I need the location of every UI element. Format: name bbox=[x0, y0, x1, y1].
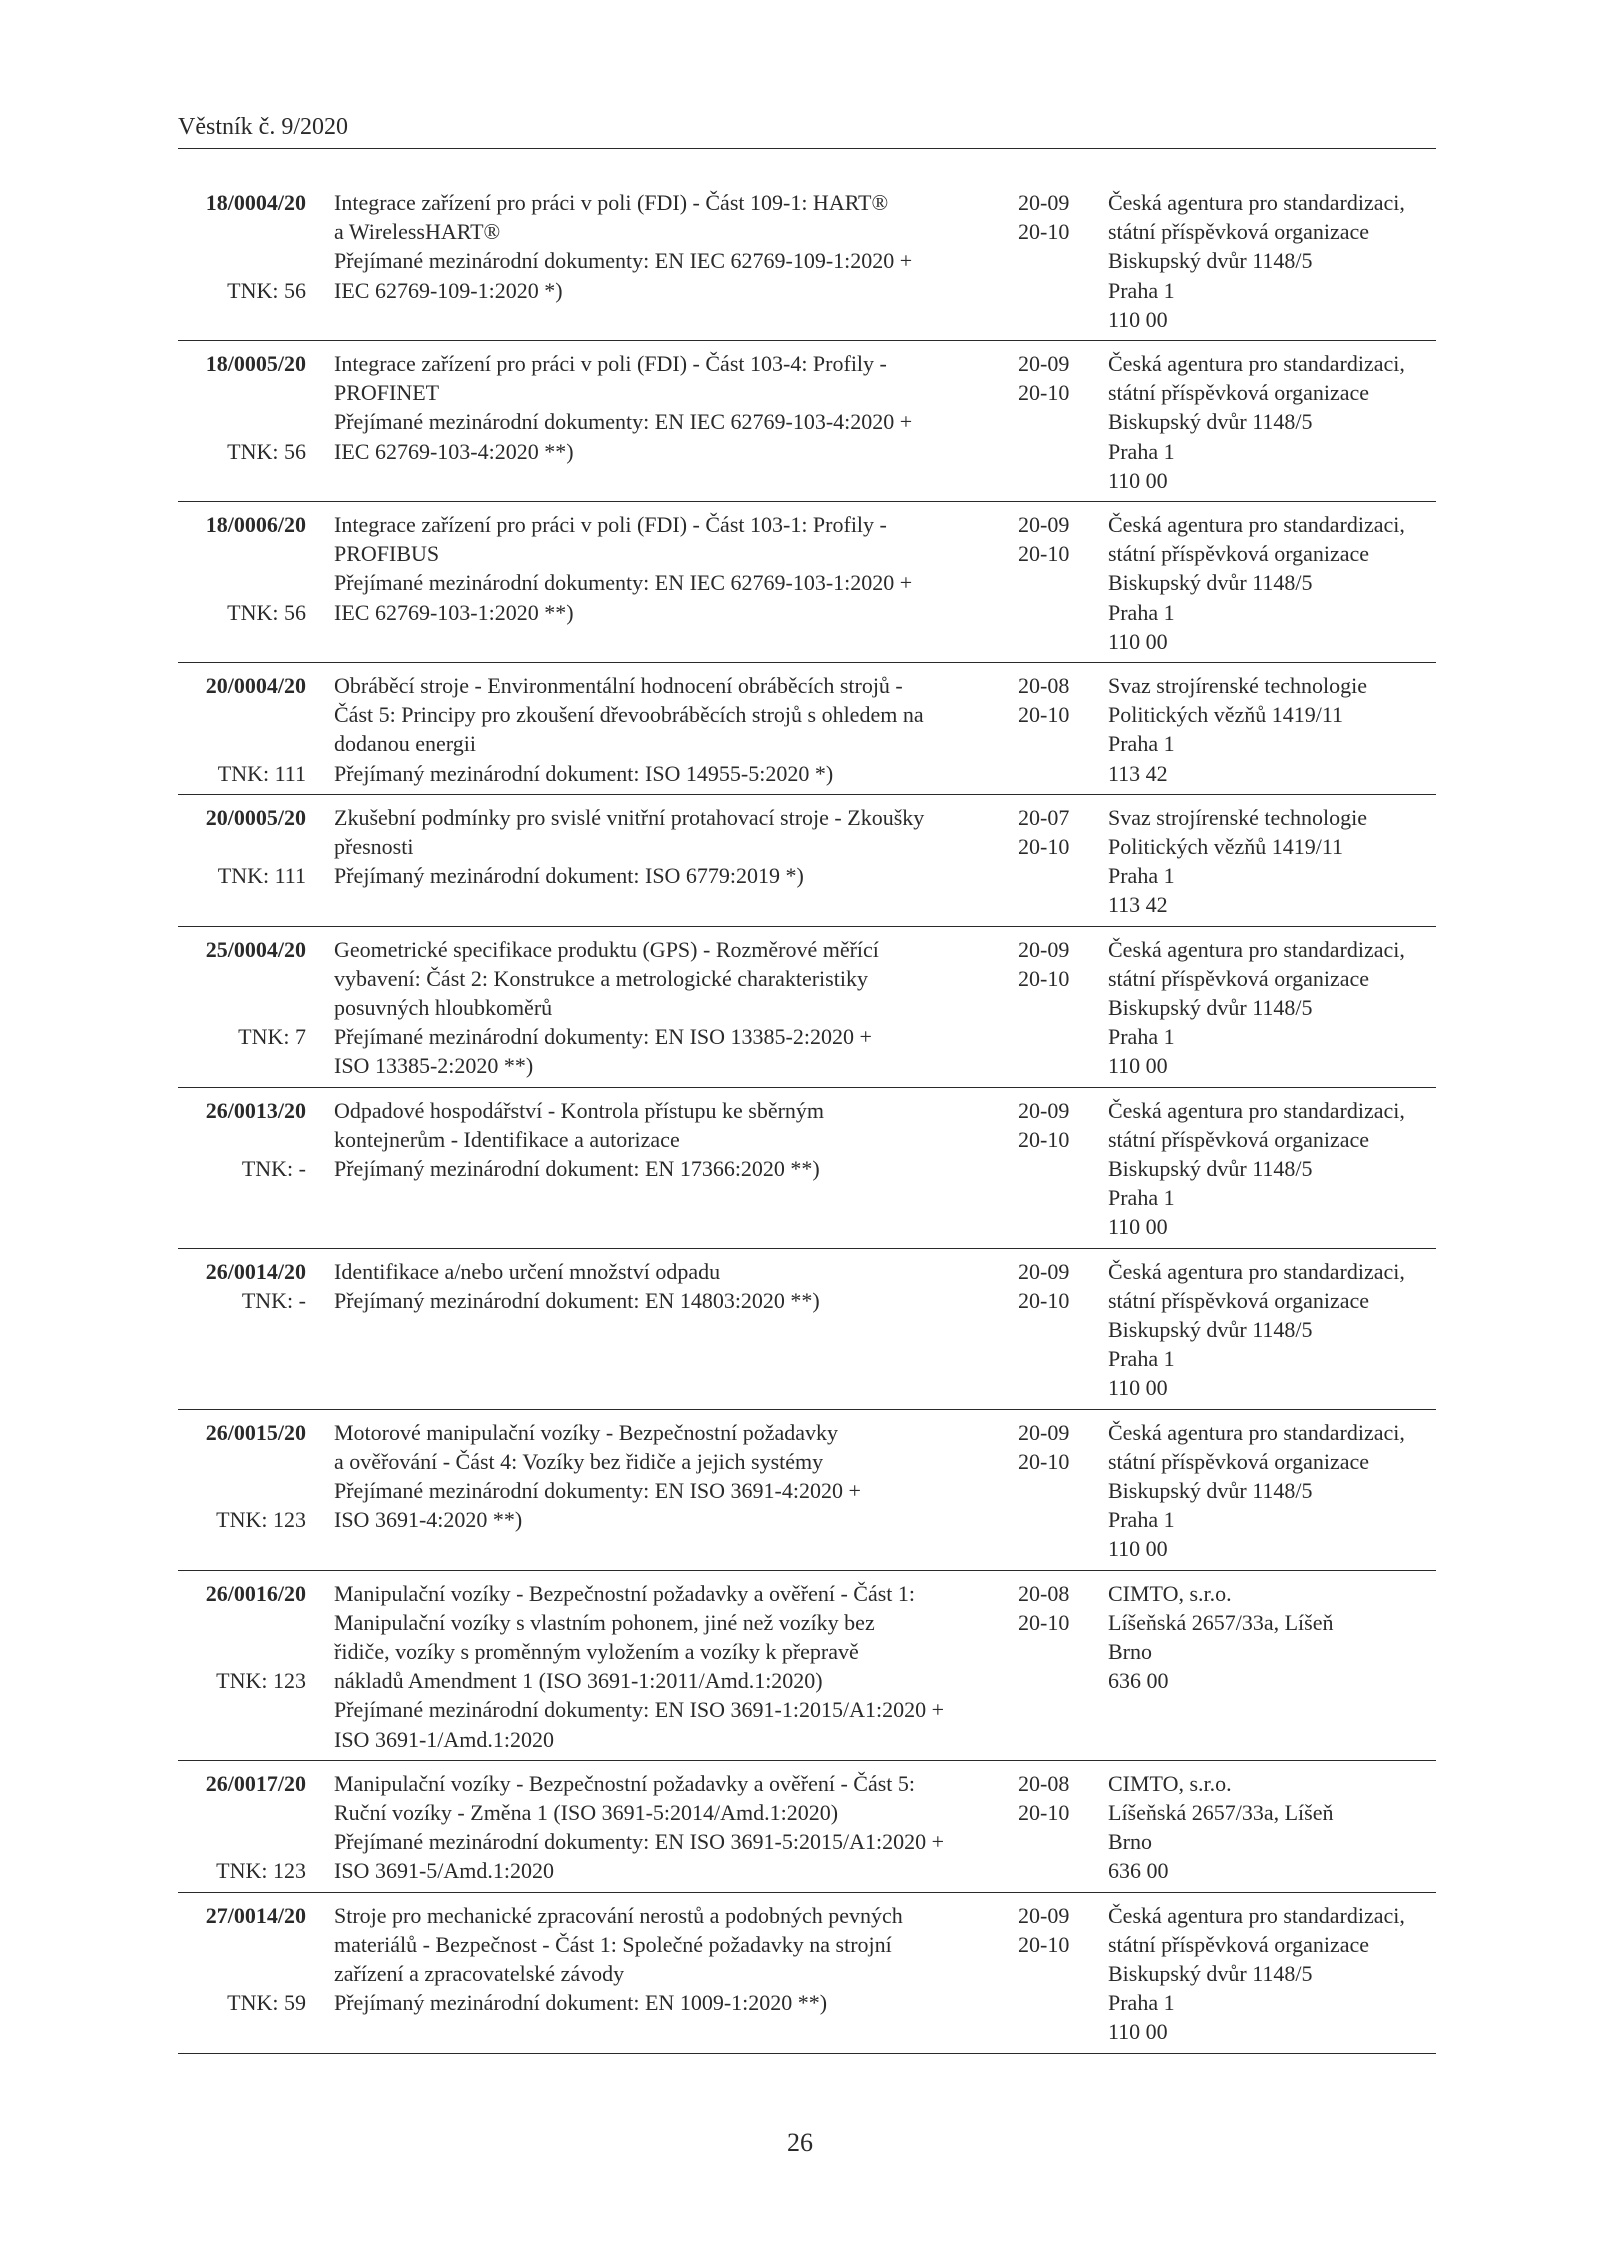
tnk-label: TNK: - bbox=[241, 1287, 306, 1313]
title-line: Přejímané mezinárodní dokumenty: EN ISO 13385-2:2020 + bbox=[334, 1024, 872, 1050]
standard-title bbox=[334, 349, 1004, 466]
standard-title bbox=[334, 510, 1004, 627]
org-line: státní příspěvková organizace bbox=[1108, 541, 1370, 567]
standard-code: 18/0006/20 bbox=[205, 512, 306, 537]
org-line: Česká agentura pro standardizaci, bbox=[1108, 1258, 1405, 1284]
date-value: 20-10 bbox=[1018, 965, 1070, 991]
organization-address bbox=[1108, 1901, 1438, 2047]
title-line: IEC 62769-103-1:2020 **) bbox=[334, 599, 574, 625]
org-line: Líšeňská 2657/33a, Líšeň bbox=[1108, 1609, 1334, 1635]
table-row bbox=[178, 671, 1436, 795]
organization-address bbox=[1108, 188, 1438, 334]
title-line: nákladů Amendment 1 (ISO 3691-1:2011/Amd.1:2020) bbox=[334, 1668, 823, 1694]
standard-code: 26/0015/20 bbox=[205, 1419, 306, 1445]
title-line: Integrace zařízení pro práci v poli (FDI) - Část 103-4: Profily - bbox=[334, 351, 887, 376]
title-line: Zkušební podmínky pro svislé vnitřní protahovací stroje - Zkoušky bbox=[334, 804, 925, 830]
title-line: PROFIBUS bbox=[334, 541, 440, 567]
title-line: Identifikace a/nebo určení množství odpadu bbox=[334, 1258, 721, 1284]
org-line: Česká agentura pro standardizaci, bbox=[1108, 1902, 1405, 1928]
org-line: Biskupský dvůr 1148/5 bbox=[1108, 1960, 1313, 1986]
title-line: Obráběcí stroje - Environmentální hodnocení obráběcích strojů - bbox=[334, 673, 903, 698]
org-line: 110 00 bbox=[1108, 1536, 1168, 1562]
dates bbox=[1018, 1579, 1088, 1637]
title-line: PROFINET bbox=[334, 380, 440, 406]
date-value: 20-10 bbox=[1018, 1287, 1070, 1313]
standard-title bbox=[334, 935, 1004, 1081]
title-line: kontejnerům - Identifikace a autorizace bbox=[334, 1126, 680, 1152]
org-line: 110 00 bbox=[1108, 306, 1168, 332]
org-line: 636 00 bbox=[1108, 1858, 1169, 1884]
table-row bbox=[178, 1418, 1436, 1571]
org-line: 110 00 bbox=[1108, 628, 1168, 654]
page-number: 26 bbox=[787, 2128, 813, 2157]
org-line: státní příspěvková organizace bbox=[1108, 965, 1370, 991]
table-row bbox=[178, 1769, 1436, 1893]
tnk-label: TNK: - bbox=[241, 1155, 306, 1181]
table-row bbox=[178, 1257, 1436, 1410]
title-line: Přejímaný mezinárodní dokument: ISO 6779:2019 *) bbox=[334, 863, 804, 889]
organization-address bbox=[1108, 1769, 1438, 1886]
date-value: 20-07 bbox=[1018, 804, 1070, 830]
title-line: Přejímané mezinárodní dokumenty: EN ISO 3691-5:2015/A1:2020 + bbox=[334, 1829, 944, 1855]
org-line: státní příspěvková organizace bbox=[1108, 380, 1370, 406]
org-line: 110 00 bbox=[1108, 2019, 1168, 2045]
org-line: Biskupský dvůr 1148/5 bbox=[1108, 1156, 1313, 1181]
row-identifier bbox=[178, 935, 306, 1087]
date-value: 20-10 bbox=[1018, 541, 1070, 567]
org-line: CIMTO, s.r.o. bbox=[1108, 1580, 1232, 1606]
title-line: Geometrické specifikace produktu (GPS) - Rozměrové měřící bbox=[334, 936, 879, 962]
org-line: státní příspěvková organizace bbox=[1108, 219, 1370, 245]
row-identifier bbox=[178, 1769, 306, 1892]
standard-code: 20/0005/20 bbox=[205, 804, 306, 830]
dates bbox=[1018, 1418, 1088, 1476]
dates bbox=[1018, 935, 1088, 993]
org-line: státní příspěvková organizace bbox=[1108, 1287, 1370, 1313]
org-line: Praha 1 bbox=[1108, 863, 1175, 889]
date-value: 20-10 bbox=[1018, 219, 1070, 245]
date-value: 20-09 bbox=[1018, 1097, 1070, 1123]
org-line: státní příspěvková organizace bbox=[1108, 1448, 1370, 1474]
org-line: Brno bbox=[1108, 1829, 1152, 1855]
org-line: Biskupský dvůr 1148/5 bbox=[1108, 409, 1313, 435]
page-header bbox=[178, 112, 1436, 149]
title-line: Přejímaný mezinárodní dokument: ISO 14955-5:2020 *) bbox=[334, 760, 834, 786]
date-value: 20-10 bbox=[1018, 380, 1070, 406]
date-value: 20-09 bbox=[1018, 351, 1070, 376]
org-line: Brno bbox=[1108, 1639, 1152, 1664]
standards-table bbox=[178, 188, 1436, 2062]
row-identifier bbox=[178, 1579, 306, 1760]
date-value: 20-08 bbox=[1018, 673, 1070, 698]
organization-address bbox=[1108, 349, 1438, 495]
date-value: 20-09 bbox=[1018, 190, 1070, 215]
title-line: IEC 62769-103-4:2020 **) bbox=[334, 438, 574, 464]
dates bbox=[1018, 1096, 1088, 1154]
org-line: Biskupský dvůr 1148/5 bbox=[1108, 1317, 1313, 1342]
org-line: Praha 1 bbox=[1108, 277, 1175, 303]
title-line: ISO 3691-4:2020 **) bbox=[334, 1507, 523, 1533]
table-row bbox=[178, 803, 1436, 927]
date-value: 20-09 bbox=[1018, 1902, 1070, 1928]
table-row bbox=[178, 1579, 1436, 1761]
tnk-label: TNK: 111 bbox=[217, 863, 306, 889]
dates bbox=[1018, 510, 1088, 568]
org-line: 110 00 bbox=[1108, 1214, 1168, 1240]
tnk-label: TNK: 56 bbox=[227, 277, 306, 303]
table-row bbox=[178, 349, 1436, 502]
org-line: 110 00 bbox=[1108, 467, 1168, 493]
org-line: Praha 1 bbox=[1108, 731, 1175, 757]
date-value: 20-09 bbox=[1018, 512, 1070, 537]
row-identifier bbox=[178, 1901, 306, 2053]
tnk-label: TNK: 7 bbox=[238, 1024, 306, 1050]
title-line: Manipulační vozíky - Bezpečnostní požadavky a ověření - Část 5: bbox=[334, 1770, 915, 1796]
standard-code: 26/0016/20 bbox=[205, 1580, 306, 1606]
standard-title bbox=[334, 803, 1004, 891]
title-line: ISO 3691-5/Amd.1:2020 bbox=[334, 1858, 554, 1884]
tnk-label: TNK: 123 bbox=[216, 1858, 306, 1884]
title-line: Manipulační vozíky s vlastním pohonem, jiné než vozíky bez bbox=[334, 1609, 875, 1635]
standard-code: 26/0014/20 bbox=[205, 1258, 306, 1284]
organization-address bbox=[1108, 510, 1438, 656]
tnk-label: TNK: 59 bbox=[227, 1990, 306, 2016]
standard-title bbox=[334, 671, 1004, 788]
standard-title bbox=[334, 1901, 1004, 2018]
date-value: 20-10 bbox=[1018, 1931, 1070, 1957]
date-value: 20-09 bbox=[1018, 1258, 1070, 1284]
standard-code: 27/0014/20 bbox=[205, 1902, 306, 1928]
org-line: Česká agentura pro standardizaci, bbox=[1108, 190, 1405, 215]
org-line: státní příspěvková organizace bbox=[1108, 1931, 1370, 1957]
date-value: 20-10 bbox=[1018, 1609, 1070, 1635]
organization-address bbox=[1108, 1096, 1438, 1242]
standard-title bbox=[334, 1579, 1004, 1754]
row-identifier bbox=[178, 510, 306, 662]
org-line: Praha 1 bbox=[1108, 1024, 1175, 1050]
org-line: Biskupský dvůr 1148/5 bbox=[1108, 1478, 1313, 1503]
table-row bbox=[178, 510, 1436, 663]
tnk-label: TNK: 56 bbox=[227, 599, 306, 625]
org-line: Praha 1 bbox=[1108, 1507, 1175, 1533]
org-line: Líšeňská 2657/33a, Líšeň bbox=[1108, 1799, 1334, 1825]
title-line: Přejímaný mezinárodní dokument: EN 17366:2020 **) bbox=[334, 1156, 820, 1181]
title-line: Motorové manipulační vozíky - Bezpečnostní požadavky bbox=[334, 1419, 839, 1445]
org-line: 113 42 bbox=[1108, 760, 1168, 786]
standard-code: 25/0004/20 bbox=[205, 936, 306, 962]
org-line: Biskupský dvůr 1148/5 bbox=[1108, 570, 1313, 596]
org-line: Praha 1 bbox=[1108, 438, 1175, 464]
title-line: řidiče, vozíky s proměnným vyložením a vozíky k přepravě bbox=[334, 1639, 859, 1664]
title-line: Stroje pro mechanické zpracování nerostů a podobných pevných bbox=[334, 1902, 903, 1928]
title-line: Přejímaný mezinárodní dokument: EN 1009-1:2020 **) bbox=[334, 1990, 828, 2016]
dates bbox=[1018, 1257, 1088, 1315]
standard-title bbox=[334, 1418, 1004, 1535]
table-row bbox=[178, 935, 1436, 1088]
org-line: Praha 1 bbox=[1108, 599, 1175, 625]
tnk-label: TNK: 123 bbox=[216, 1668, 306, 1694]
title-line: přesnosti bbox=[334, 834, 414, 859]
title-line: dodanou energii bbox=[334, 731, 476, 757]
standard-code: 20/0004/20 bbox=[205, 673, 306, 698]
table-row bbox=[178, 188, 1436, 341]
org-line: Svaz strojírenské technologie bbox=[1108, 673, 1368, 698]
org-line: Svaz strojírenské technologie bbox=[1108, 804, 1368, 830]
title-line: posuvných hloubkoměrů bbox=[334, 995, 553, 1020]
standard-code: 18/0004/20 bbox=[205, 190, 306, 215]
date-value: 20-09 bbox=[1018, 1419, 1070, 1445]
row-identifier bbox=[178, 1257, 306, 1409]
org-line: 110 00 bbox=[1108, 1053, 1168, 1079]
standard-title bbox=[334, 188, 1004, 305]
title-line: ISO 3691-1/Amd.1:2020 bbox=[334, 1726, 554, 1752]
organization-address bbox=[1108, 1418, 1438, 1564]
date-value: 20-10 bbox=[1018, 834, 1070, 859]
standard-code: 26/0017/20 bbox=[205, 1770, 306, 1796]
title-line: a WirelessHART® bbox=[334, 219, 501, 245]
title-line: ISO 13385-2:2020 **) bbox=[334, 1053, 534, 1079]
org-line: Politických vězňů 1419/11 bbox=[1108, 834, 1344, 859]
org-line: Biskupský dvůr 1148/5 bbox=[1108, 248, 1313, 274]
standard-title bbox=[334, 1257, 1004, 1315]
table-row bbox=[178, 1096, 1436, 1249]
organization-address bbox=[1108, 1257, 1438, 1403]
organization-address bbox=[1108, 671, 1438, 788]
title-line: Přejímané mezinárodní dokumenty: EN IEC 62769-109-1:2020 + bbox=[334, 248, 913, 274]
organization-address bbox=[1108, 1579, 1438, 1696]
title-line: Integrace zařízení pro práci v poli (FDI) - Část 109-1: HART® bbox=[334, 190, 889, 215]
dates bbox=[1018, 1901, 1088, 1959]
title-line: Ruční vozíky - Změna 1 (ISO 3691-5:2014/Amd.1:2020) bbox=[334, 1799, 839, 1825]
date-value: 20-09 bbox=[1018, 936, 1070, 962]
table-row bbox=[178, 1901, 1436, 2054]
date-value: 20-10 bbox=[1018, 1799, 1070, 1825]
org-line: 636 00 bbox=[1108, 1668, 1169, 1694]
org-line: Česká agentura pro standardizaci, bbox=[1108, 1419, 1405, 1445]
dates bbox=[1018, 188, 1088, 246]
org-line: Praha 1 bbox=[1108, 1346, 1175, 1372]
org-line: státní příspěvková organizace bbox=[1108, 1126, 1370, 1152]
title-line: a ověřování - Část 4: Vozíky bez řidiče a jejich systémy bbox=[334, 1448, 824, 1474]
row-identifier bbox=[178, 1418, 306, 1570]
standard-code: 26/0013/20 bbox=[205, 1097, 306, 1123]
organization-address bbox=[1108, 935, 1438, 1081]
organization-address bbox=[1108, 803, 1438, 920]
date-value: 20-10 bbox=[1018, 1448, 1070, 1474]
date-value: 20-08 bbox=[1018, 1770, 1070, 1796]
org-line: Politických vězňů 1419/11 bbox=[1108, 702, 1344, 728]
title-line: Manipulační vozíky - Bezpečnostní požadavky a ověření - Část 1: bbox=[334, 1580, 915, 1606]
org-line: Česká agentura pro standardizaci, bbox=[1108, 936, 1405, 962]
dates bbox=[1018, 671, 1088, 729]
org-line: 110 00 bbox=[1108, 1375, 1168, 1401]
org-line: 113 42 bbox=[1108, 892, 1168, 918]
journal-title: Věstník č. 9/2020 bbox=[178, 114, 348, 140]
title-line: IEC 62769-109-1:2020 *) bbox=[334, 277, 563, 303]
title-line: zařízení a zpracovatelské závody bbox=[334, 1960, 625, 1986]
org-line: Česká agentura pro standardizaci, bbox=[1108, 1097, 1405, 1123]
title-line: Přejímaný mezinárodní dokument: EN 14803:2020 **) bbox=[334, 1287, 820, 1313]
row-identifier bbox=[178, 188, 306, 340]
tnk-label: TNK: 111 bbox=[217, 760, 306, 786]
date-value: 20-08 bbox=[1018, 1580, 1070, 1606]
date-value: 20-10 bbox=[1018, 702, 1070, 728]
tnk-label: TNK: 56 bbox=[227, 438, 306, 464]
standard-title bbox=[334, 1096, 1004, 1184]
title-line: Přejímané mezinárodní dokumenty: EN IEC 62769-103-4:2020 + bbox=[334, 409, 913, 435]
org-line: Praha 1 bbox=[1108, 1185, 1175, 1211]
title-line: Přejímané mezinárodní dokumenty: EN ISO 3691-1:2015/A1:2020 + bbox=[334, 1697, 944, 1723]
dates bbox=[1018, 803, 1088, 861]
org-line: Česká agentura pro standardizaci, bbox=[1108, 351, 1405, 376]
title-line: Odpadové hospodářství - Kontrola přístupu ke sběrným bbox=[334, 1097, 825, 1123]
row-identifier bbox=[178, 349, 306, 501]
row-identifier bbox=[178, 803, 306, 926]
dates bbox=[1018, 349, 1088, 407]
standard-code: 18/0005/20 bbox=[205, 351, 306, 376]
row-identifier bbox=[178, 671, 306, 794]
org-line: Praha 1 bbox=[1108, 1990, 1175, 2016]
title-line: materiálů - Bezpečnost - Část 1: Společné požadavky na strojní bbox=[334, 1931, 892, 1957]
standard-title bbox=[334, 1769, 1004, 1886]
row-identifier bbox=[178, 1096, 306, 1248]
title-line: Přejímané mezinárodní dokumenty: EN IEC 62769-103-1:2020 + bbox=[334, 570, 913, 596]
title-line: vybavení: Část 2: Konstrukce a metrologické charakteristiky bbox=[334, 965, 868, 991]
title-line: Část 5: Principy pro zkoušení dřevoobráběcích strojů s ohledem na bbox=[334, 702, 924, 728]
date-value: 20-10 bbox=[1018, 1126, 1070, 1152]
tnk-label: TNK: 123 bbox=[216, 1507, 306, 1533]
title-line: Přejímané mezinárodní dokumenty: EN ISO 3691-4:2020 + bbox=[334, 1478, 861, 1503]
dates bbox=[1018, 1769, 1088, 1827]
title-line: Integrace zařízení pro práci v poli (FDI) - Část 103-1: Profily - bbox=[334, 512, 887, 537]
org-line: Česká agentura pro standardizaci, bbox=[1108, 512, 1405, 537]
org-line: Biskupský dvůr 1148/5 bbox=[1108, 995, 1313, 1020]
org-line: CIMTO, s.r.o. bbox=[1108, 1770, 1232, 1796]
